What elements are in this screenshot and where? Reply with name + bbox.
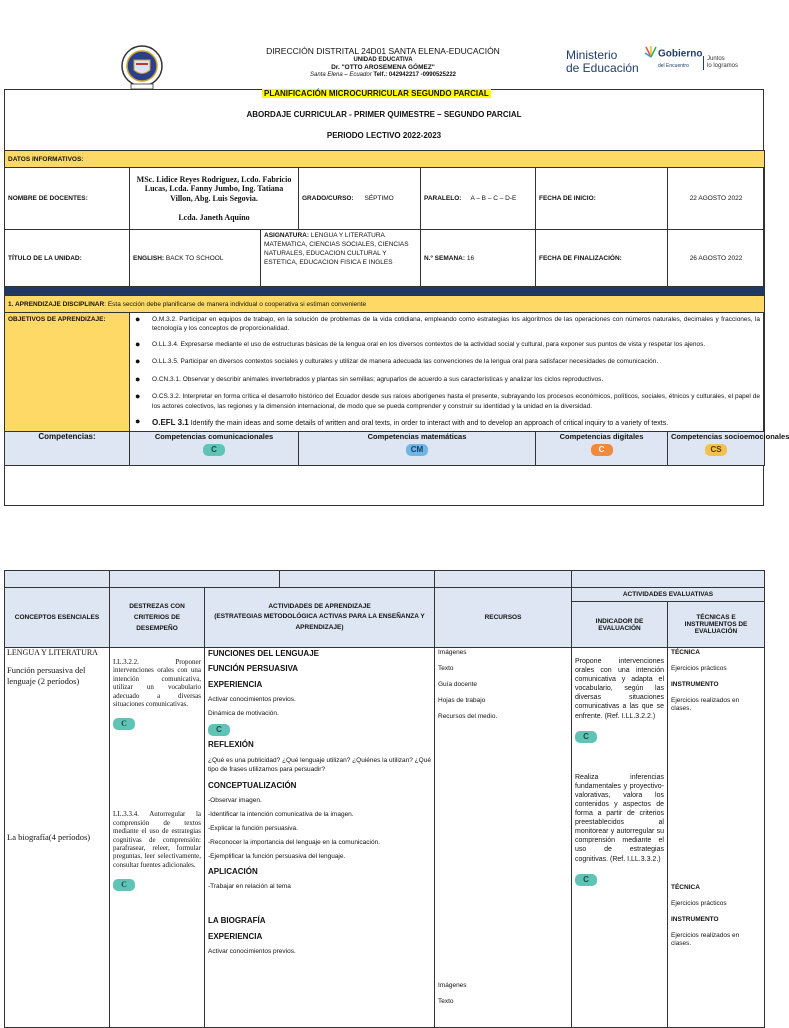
act-text: Activar conocimientos previos. xyxy=(208,696,296,703)
destrezas-header: DESTREZAS CON CRITERIOS DE DESEMPEÑO xyxy=(110,588,205,648)
paralelo-cell: PARALELO: A – B – C – D-E xyxy=(421,168,536,230)
act-text: -Trabajar en relación al tema xyxy=(208,883,291,891)
blank-header-cell xyxy=(5,571,110,588)
periodo-title: PERIODO LECTIVO 2022-2023 xyxy=(326,131,442,140)
indicador-item: Propone intervenciones orales con una intención comunicativa y adapta el vocabulario, según las diversas situaciones comunicativas a las que se enfrente. (Ref. I.LL.3.2.2.) xyxy=(575,658,664,720)
objetivo-item: ● O.CS.3.2. Interpretar en forma crítica el desarrollo histórico del Ecuador desde sus raíces aborígenes hasta el presente, subrayando los procesos económicos, políticos, sociales, étnicos y culturales, el papel de los actores colectivos, las regiones y la dimensión internacional, de modo que se pueda comprender y construir su identidad y la unidad en la diversidad. xyxy=(134,392,760,411)
school-address: Santa Elena – Ecuador Telf.: 042942217 -0990525222 xyxy=(309,72,456,79)
objetivo-item: ● O.CN.3.1. Observar y describir animales invertebrados y plantas sin semillas; agruparlos de acuerdo a sus características y analizar los ciclos reproductivos. xyxy=(134,375,760,384)
act-text: -Identificar la intención comunicativa de la imagen. xyxy=(208,811,354,819)
navy-divider xyxy=(5,287,765,296)
competencia-matematicas: Competencias matemáticas CM xyxy=(299,432,536,466)
comunicacional-badge-icon: C xyxy=(208,724,230,736)
act-text: -Explicar la función persuasiva. xyxy=(208,825,298,833)
competencias-label: Competencias: xyxy=(5,432,130,466)
actividades-evaluativas-header: ACTIVIDADES EVALUATIVAS xyxy=(572,588,765,602)
recurso-item: Imágenes xyxy=(438,649,467,656)
instrumento-label: INSTRUMENTO xyxy=(671,915,719,923)
asignatura-cell: ASIGNATURA: LENGUA Y LITERATURA MATEMATICA, CIENCIAS SOCIALES, CIENCIAS NATURALES, EDUCACION CULTURAL Y ESTETICA, EDUCACION FISICA E INGLES xyxy=(261,230,421,287)
inicio-value: 22 AGOSTO 2022 xyxy=(668,168,765,230)
blank-header-cell xyxy=(435,571,572,588)
recurso-item: Texto xyxy=(438,998,454,1005)
comunicacional-badge-icon: C xyxy=(113,718,135,730)
docentes-value: MSc. Lidice Reyes Rodriguez, Lcdo. Fabricio Lucas, Lcda. Fanny Jumbo, Ing. Tatiana Villon, Abg. Luis Segovia. Lcda. Janeth Aquino xyxy=(130,168,299,230)
destreza-item: LL.3.3.4. Autorregular la comprensión de textos mediante el uso de estrategias cognitivas de comprensión: parafrasear, releer, formular preguntas, leer selectivamente, consultar fuentes adicionales. xyxy=(113,810,201,869)
competencia-comunicacionales: Competencias comunicacionales C xyxy=(130,432,299,466)
comunicacional-badge-icon: C xyxy=(575,731,597,743)
objetivos-list xyxy=(134,315,760,429)
gobierno-logo: Gobierno del Encuentro xyxy=(644,45,702,69)
act-text: -Reconocer la importancia del lenguaje en la comunicación. xyxy=(208,839,380,847)
titulo-label: TÍTULO DE LA UNIDAD: xyxy=(5,230,130,287)
indicador-item: Realiza inferencias fundamentales y proyectivo-valorativas, valora los contenidos y aspectos de forma a partir de criterios preestablecidos al monitorear y autorregular su comprensión mediante el uso de estrategias cognitivas. (Ref. I.LL.3.3.2.) xyxy=(575,773,664,863)
blank-header-cell xyxy=(572,571,765,588)
recurso-item: Texto xyxy=(438,665,454,672)
act-heading: APLICACIÓN xyxy=(208,867,258,877)
objetivo-item-efl: ● O.EFL 3.1 Identify the main ideas and some details of written and oral texts, in order to interact with and to develop an approach of critical inquiry to a variety of texts. xyxy=(134,417,760,429)
act-text: -Observar imagen. xyxy=(208,797,262,805)
tecnica-value: Ejercicios prácticos xyxy=(671,899,727,907)
recursos-cell xyxy=(435,648,572,1028)
datos-section-label: DATOS INFORMATIVOS: xyxy=(5,151,765,168)
aprendizaje-label: 1. APRENDIZAJE DISCIPLINAR: Esta sección debe planificarse de manera individual o cooperativa si estiman conveniente xyxy=(5,296,765,313)
tecnica-label: TÉCNICA xyxy=(671,883,700,891)
recursos-header: RECURSOS xyxy=(435,588,572,648)
tecnicas-cell xyxy=(668,648,765,1028)
socioemocional-badge-icon: CS xyxy=(705,444,727,456)
district-direction: DIRECCIÓN DISTRITAL 24D01 SANTA ELENA-EDUCACIÓN xyxy=(266,46,500,56)
digital-badge-icon: C xyxy=(591,444,613,456)
recurso-item: Imágenes xyxy=(438,982,467,989)
matematica-badge-icon: CM xyxy=(406,444,428,456)
act-text: -Ejemplificar la función persuasiva del lenguaje. xyxy=(208,853,346,861)
recurso-item: Hojas de trabajo xyxy=(438,697,486,704)
school-header xyxy=(200,46,566,80)
actividades-header: ACTIVIDADES DE APRENDIZAJE (ESTRATEGIAS METODOLÓGICA ACTIVAS PARA LA ENSEÑANZA Y APRENDIZAJE) xyxy=(205,588,435,648)
docentes-label: NOMBRE DE DOCENTES: xyxy=(5,168,130,230)
comunicacional-badge-icon: C xyxy=(113,879,135,891)
school-name: Dr. "OTTO AROSEMENA GÓMEZ" xyxy=(331,64,435,72)
act-heading: FUNCIONES DEL LENGUAJE xyxy=(208,649,319,658)
act-heading: FUNCIÓN PERSUASIVA xyxy=(208,664,299,673)
act-heading: EXPERIENCIA xyxy=(208,680,263,689)
act-heading: CONCEPTUALIZACIÓN xyxy=(208,781,297,791)
fin-value: 26 AGOSTO 2022 xyxy=(668,230,765,287)
comunicacional-badge-icon: C xyxy=(203,444,225,456)
competencia-digitales: Competencias digitales C xyxy=(536,432,668,466)
destrezas-cell xyxy=(110,648,205,1028)
school-logo xyxy=(116,44,168,92)
unidad-label: UNIDAD EDUCATIVA xyxy=(353,56,413,63)
ministry-logo: Ministerio de Educación xyxy=(566,48,639,76)
concepto-item: La biografía(4 períodos) xyxy=(7,832,91,843)
tecnica-value: Ejercicios prácticos xyxy=(671,665,727,672)
blank-header-cell xyxy=(110,571,280,588)
tecnicas-header: TÉCNICAS E INSTRUMENTOS DE EVALUACIÓN xyxy=(668,602,765,648)
objetivos-label: OBJETIVOS DE APRENDIZAJE: xyxy=(5,313,130,432)
plan-title: PLANIFICACIÓN MICROCURRICULAR SEGUNDO PARCIAL xyxy=(264,89,489,98)
instrumento-value: Ejercicios realizados en clases. xyxy=(671,697,740,713)
grado-cell: GRADO/CURSO: SÉPTIMO xyxy=(299,168,421,230)
recurso-item: Recursos del medio. xyxy=(438,713,498,720)
fin-label: FECHA DE FINALIZACIÓN: xyxy=(536,230,668,287)
inicio-label: FECHA DE INICIO: xyxy=(536,168,668,230)
conceptos-header: CONCEPTOS ESENCIALES xyxy=(5,588,110,648)
semana-cell: N.º SEMANA: 16 xyxy=(421,230,536,287)
actividades-table xyxy=(4,570,765,1028)
act-heading: LA BIOGRAFÍA xyxy=(208,916,266,926)
datos-table xyxy=(4,150,789,466)
comunicacional-badge-icon: C xyxy=(575,874,597,886)
objetivo-item: ● O.LL.3.4. Expresarse mediante el uso de estructuras básicas de la lengua oral en los diversos contextos de la actividad social y cultural, para exponer sus puntos de vista y respetar los ajenos. xyxy=(134,340,760,349)
act-text: Dinámica de motivación. xyxy=(208,710,279,717)
indicador-header: INDICADOR DE EVALUACIÓN xyxy=(572,602,668,648)
destreza-item: I.L.3.2.2. Proponer intervenciones orales con una intención comunicativa, utilizar un vocabulario adecuado a diversas situaciones comunicativas. xyxy=(113,658,201,708)
act-heading: EXPERIENCIA xyxy=(208,932,263,942)
instrumento-value: Ejercicios realizados en clases. xyxy=(671,931,740,948)
concepto-item: LENGUA Y LITERATURA xyxy=(7,648,98,657)
objetivo-item: ● O.M.3.2. Participar en equipos de trabajo, en la solución de problemas de la vida cotidiana, empleando como estrategias los algoritmos de las operaciones con números naturales, decimales y fracciones, la tecnología y los conceptos de proporcionalidad. xyxy=(134,315,760,334)
tecnica-label: TÉCNICA xyxy=(671,649,700,656)
concepto-item: Función persuasiva del lenguaje (2 períodos) xyxy=(7,665,86,687)
act-text: ¿Qué es una publicidad? ¿Qué lenguaje utilizan? ¿Quiénes la utilizan? ¿Qué tipo de frases utilizamos para persuadir? xyxy=(208,757,431,774)
recurso-item: Guía docente xyxy=(438,681,478,688)
objetivos-list-cell xyxy=(130,313,765,432)
gobierno-sun-icon xyxy=(644,45,658,63)
act-text: Activar conocimientos previos. xyxy=(208,948,296,956)
act-heading: REFLEXIÓN xyxy=(208,740,254,749)
titulo-value: ENGLISH: BACK TO SCHOOL xyxy=(130,230,261,287)
abordaje-title: ABORDAJE CURRICULAR - PRIMER QUIMESTRE – SEGUNDO PARCIAL xyxy=(246,110,522,119)
competencia-socioemocionales: Competencias socioemocionales CS xyxy=(668,432,765,466)
slogan: Juntos lo logramos xyxy=(703,56,738,70)
instrumento-label: INSTRUMENTO xyxy=(671,681,719,688)
indicadores-cell xyxy=(572,648,668,1028)
actividades-cell xyxy=(205,648,435,1028)
conceptos-cell xyxy=(5,648,110,1028)
objetivo-item: ● O.LL.3.5. Participar en diversos contextos sociales y culturales y utilizar de manera adecuada las convenciones de la lengua oral para satisfacer necesidades de comunicación. xyxy=(134,357,760,366)
blank-header-cell xyxy=(280,571,435,588)
